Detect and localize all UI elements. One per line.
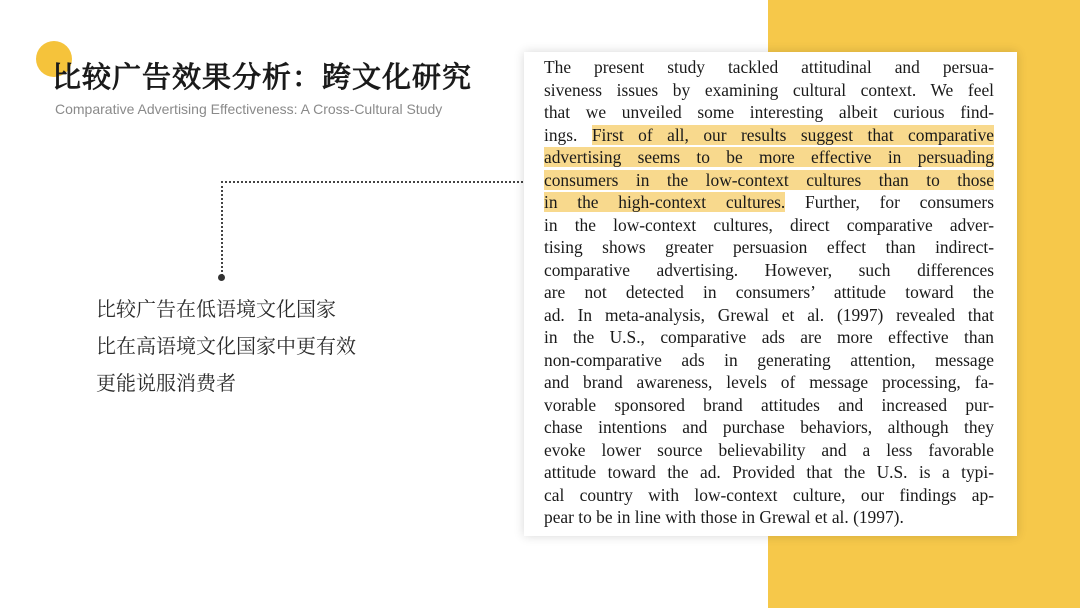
summary-line: 比较广告在低语境文化国家 [96,297,336,321]
excerpt-line [544,371,994,394]
excerpt-text: The present study tackled attitudinal and persua- [544,57,994,77]
slide-subtitle: Comparative Advertising Effectiveness: A Cross-Cultural Study [55,101,443,117]
connector-line-horizontal [221,181,531,183]
excerpt-text: that we unveiled some interesting albeit curious find- [544,102,994,122]
highlighted-text: in the high-context cultures. [544,192,786,212]
excerpt-line [544,349,994,372]
excerpt-line [544,56,994,79]
excerpt-line [544,326,994,349]
connector-line-vertical [221,181,223,276]
excerpt-line [544,259,994,282]
excerpt-text: in the low-context cultures, direct comparative adver- [544,214,994,235]
excerpt-card [524,52,1017,536]
paper-excerpt [544,56,994,529]
excerpt-line [544,214,994,237]
slide-title: 比较广告效果分析：跨文化研究 [52,60,473,94]
excerpt-text: and brand awareness, levels of message processing, fa- [544,372,994,392]
excerpt-line [544,169,994,192]
excerpt-line [544,281,994,304]
excerpt-line [544,461,994,484]
excerpt-text: ings. [544,124,592,145]
excerpt-text: Further, for consumers [785,192,994,212]
excerpt-line [544,79,994,102]
excerpt-line [544,236,994,259]
highlighted-text: consumers in the low-context cultures than to those [544,169,994,190]
summary-text [96,291,426,402]
excerpt-line [544,506,994,529]
excerpt-text: pear to be in line with those in Grewal et al. (1997). [544,507,904,527]
excerpt-text: in the U.S., comparative ads are more effective than [544,327,994,347]
excerpt-line [544,484,994,507]
excerpt-line [544,124,994,147]
excerpt-text: vorable sponsored brand attitudes and increased pur- [544,394,994,415]
summary-line: 更能说服消费者 [96,371,236,395]
excerpt-text: cal country with low-context culture, our findings ap- [544,484,994,505]
excerpt-text: attitude toward the ad. Provided that the U.S. is a typi- [544,462,994,482]
excerpt-text: comparative advertising. However, such differences [544,259,994,280]
excerpt-text: ad. In meta-analysis, Grewal et al. (1997) revealed that [544,304,994,325]
excerpt-line [544,304,994,327]
excerpt-text: siveness issues by examining cultural context. We feel [544,79,994,100]
excerpt-line [544,416,994,439]
excerpt-text: chase intentions and purchase behaviors, although they [544,417,994,437]
excerpt-text: evoke lower source believability and a less favorable [544,439,994,460]
excerpt-text: tising shows greater persuasion effect than indirect- [544,237,994,257]
excerpt-line [544,394,994,417]
summary-line: 比在高语境文化国家中更有效 [96,334,356,358]
excerpt-line [544,439,994,462]
connector-endpoint-dot [218,274,225,281]
excerpt-text: are not detected in consumers’ attitude toward the [544,282,994,302]
highlighted-text: First of all, our results suggest that comparative [591,124,994,145]
excerpt-line [544,146,994,169]
excerpt-line [544,101,994,124]
excerpt-text: non-comparative ads in generating attention, message [544,349,994,370]
highlighted-text: advertising seems to be more effective in persuading [544,147,994,167]
excerpt-line [544,191,994,214]
